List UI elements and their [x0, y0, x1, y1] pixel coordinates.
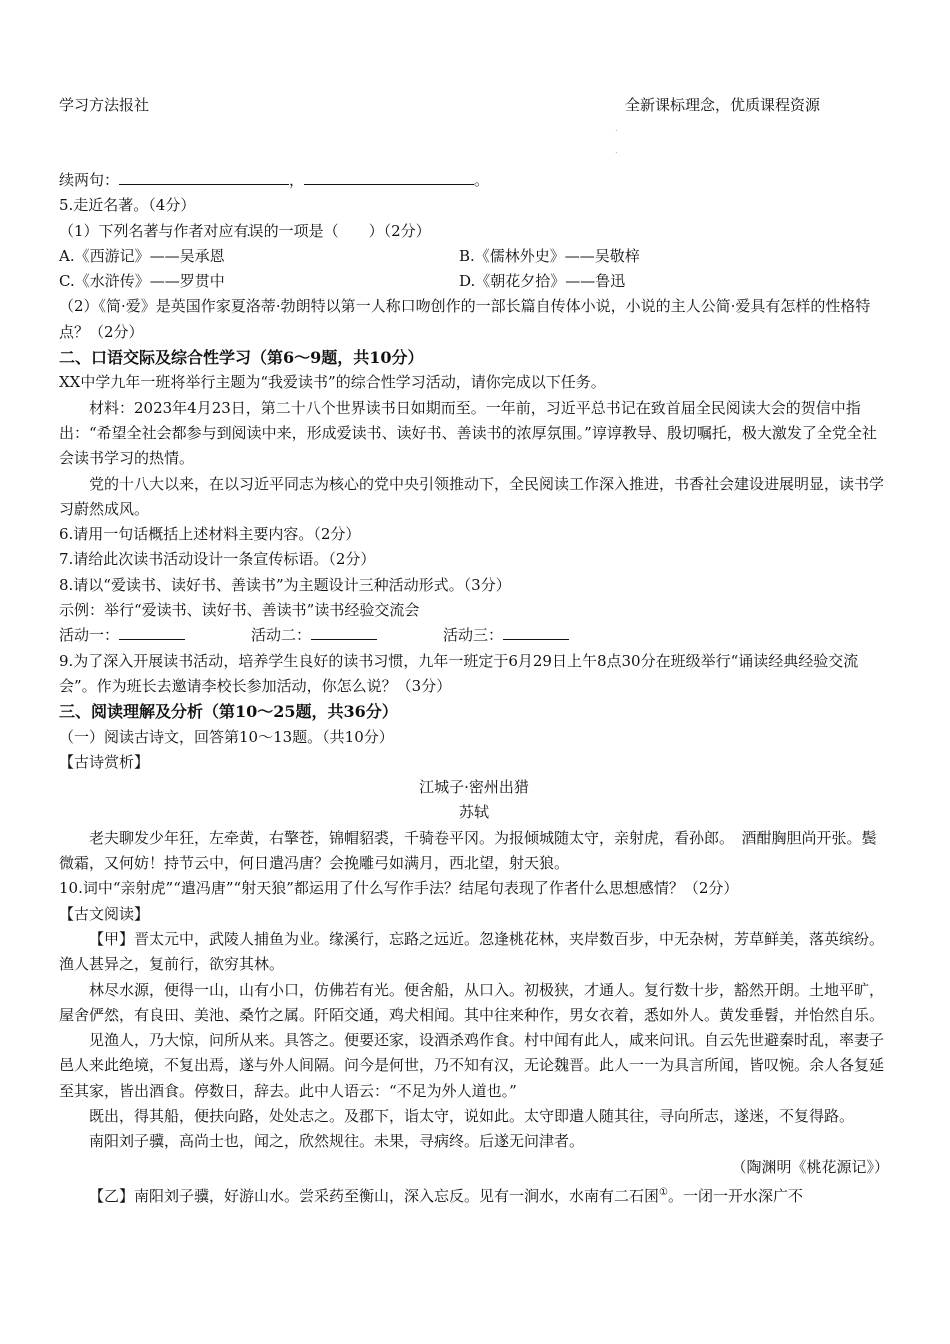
q5-options-row2 [59, 269, 889, 294]
q4-continuation: 续两句： ， 。 [59, 171, 490, 189]
q8-activities: 活动一： 活动二： 活动三： [59, 623, 889, 648]
q7: 7.请给此次读书活动设计一条宣传标语。（2分） [59, 550, 376, 569]
jia-para-1: 【甲】晋太元中，武陵人捕鱼为业。缘溪行，忘路之远近。忽逢桃花林，夹岸数百步，中无杂树，芳草鲜美，落英缤纷。渔人甚异之，复前行，欲穷其林。 [59, 929, 885, 974]
option-b: B.《儒林外史》——吴敬梓 [459, 246, 640, 265]
option-a: A.《西游记》——吴承恩 [59, 246, 225, 265]
jia-para-3: 见渔人，乃大惊，问所从来。具答之。便要还家，设酒杀鸡作食。村中闻有此人，咸来问讯。自云先世避秦时乱，率妻子邑人来此绝境，不复出焉，遂与外人间隔。问今是何世，乃不知有汉，无论魏晋。此人一一为具言所闻，皆叹惋。余人各复延至其家，皆出酒食。停数日，辞去。此中人语云：“不足为外人道也。” [59, 1031, 885, 1100]
q5-sub2: （2）《简·爱》是英国作家夏洛蒂·勃朗特以第一人称口吻创作的一部长篇自传体小说，小说的主人公简·爱具有怎样的性格特点？（2分） [59, 297, 871, 341]
source-citation: （陶渊明《桃花源记》） [731, 1157, 889, 1176]
section2-title: 二、口语交际及综合性学习（第6～9题，共10分） [59, 348, 424, 368]
poem-author: 苏轼 [458, 803, 489, 822]
q5-sub1: （1）下列名著与作者对应有误的一项是（ ）（2分） [59, 221, 431, 240]
q8-example: 示例：举行“爱读书、读好书、善读书”读书经验交流会 [59, 601, 420, 620]
q5-title: 5.走近名著。（4分） [59, 196, 196, 215]
activity-1-blank[interactable] [119, 625, 185, 640]
prose-label: 【古文阅读】 [59, 904, 150, 923]
q9: 9.为了深入开展读书活动，培养学生良好的读书习惯，九年一班定于6月29日上午8点30分在班级举行“诵读经典经验交流会”。作为班长去邀请李校长参加活动，你怎么说？（3分） [59, 651, 859, 695]
material-para-1: 材料：2023年4月23日，第二十八个世界读书日如期而至。一年前，习近平总书记在致首届全民阅读大会的贺信中指出：“希望全社会都参与到阅读中来，形成爱读书、读好书、善读书的浓厚氛围。”谆谆教导、殷切嘱托，极大激发了全党全社会读书学习的热情。 [59, 398, 877, 468]
yi-para: 【乙】南阳刘子骥，好游山水。尝采药至衡山，深入忘反。见有一涧水，水南有二石囷①。一闭一开水深广不 [89, 1186, 804, 1205]
answer-blank-1[interactable] [119, 170, 289, 185]
q10: 10.词中“亲射虎”“遣冯唐”“射天狼”都运用了什么写作手法？结尾句表现了作者什么思想感情？（2分） [59, 879, 739, 898]
emphasis-mark: 尝 [299, 1186, 315, 1205]
header-dots: . . [615, 124, 618, 155]
q6: 6.请用一句话概括上述材料主要内容。（2分） [59, 525, 361, 544]
header-left: 学习方法报社 [59, 96, 150, 114]
poem-text: 老夫聊发少年狂，左牵黄，右擎苍，锦帽貂裘，千骑卷平冈。为报倾城随太守，亲射虎，看孙郎。 酒酣胸胆尚开张。鬓微霜，又何妨！持节云中，何日遣冯唐？会挽雕弓如满月，西北望，射天狼。 [59, 828, 877, 873]
jia-para-2: 林尽水源，便得一山，山有小口，仿佛若有光。便舍船，从口入。初极狭，才通人。复行数十步，豁然开朗。土地平旷，屋舍俨然，有良田、美池、桑竹之属。阡陌交通，鸡犬相闻。其中往来种作，男女衣着，悉如外人。黄发垂髫，并怡然自乐。 [59, 980, 885, 1024]
footnote-marker: ① [659, 1186, 669, 1198]
q5-options-row1 [59, 244, 889, 269]
part1-heading: （一）阅读古诗文，回答第10～13题。（共10分） [59, 727, 394, 746]
poem-title: 江城子·密州出猎 [419, 778, 529, 797]
section2-intro: XX中学九年一班将举行主题为“我爱读书”的综合性学习活动，请你完成以下任务。 [59, 373, 606, 392]
q8: 8.请以“爱读书、读好书、善读书”为主题设计三种活动形式。（3分） [59, 575, 511, 594]
option-d: D.《朝花夕拾》——鲁迅 [459, 272, 626, 291]
material-para-2: 党的十八大以来，在以习近平同志为核心的党中央引领推动下，全民阅读工作深入推进，书香社会建设进展明显，读书学习蔚然成风。 [59, 474, 885, 518]
jia-para-5: 南阳刘子骥，高尚士也，闻之，欣然规往。未果，寻病终。后遂无问津者。 [89, 1132, 585, 1151]
section3-title: 三、阅读理解及分析（第10～25题，共36分） [59, 702, 398, 722]
main-content [59, 168, 889, 1209]
answer-blank-2[interactable] [304, 170, 474, 185]
header-right: 全新课标理念，优质课程资源 [624, 96, 820, 114]
activity-3-blank[interactable] [503, 625, 569, 640]
emphasis-mark: 有误 [233, 221, 264, 240]
jia-para-4: 既出，得其船，便扶向路，处处志之。及郡下，诣太守，说如此。太守即遣人随其往，寻向所志，遂迷，不复得路。 [89, 1106, 855, 1125]
option-c: C.《水浒传》——罗贯中 [59, 272, 225, 291]
poem-label: 【古诗赏析】 [59, 752, 150, 771]
emphasis-mark: 俨 [89, 1005, 105, 1024]
activity-2-blank[interactable] [311, 625, 377, 640]
